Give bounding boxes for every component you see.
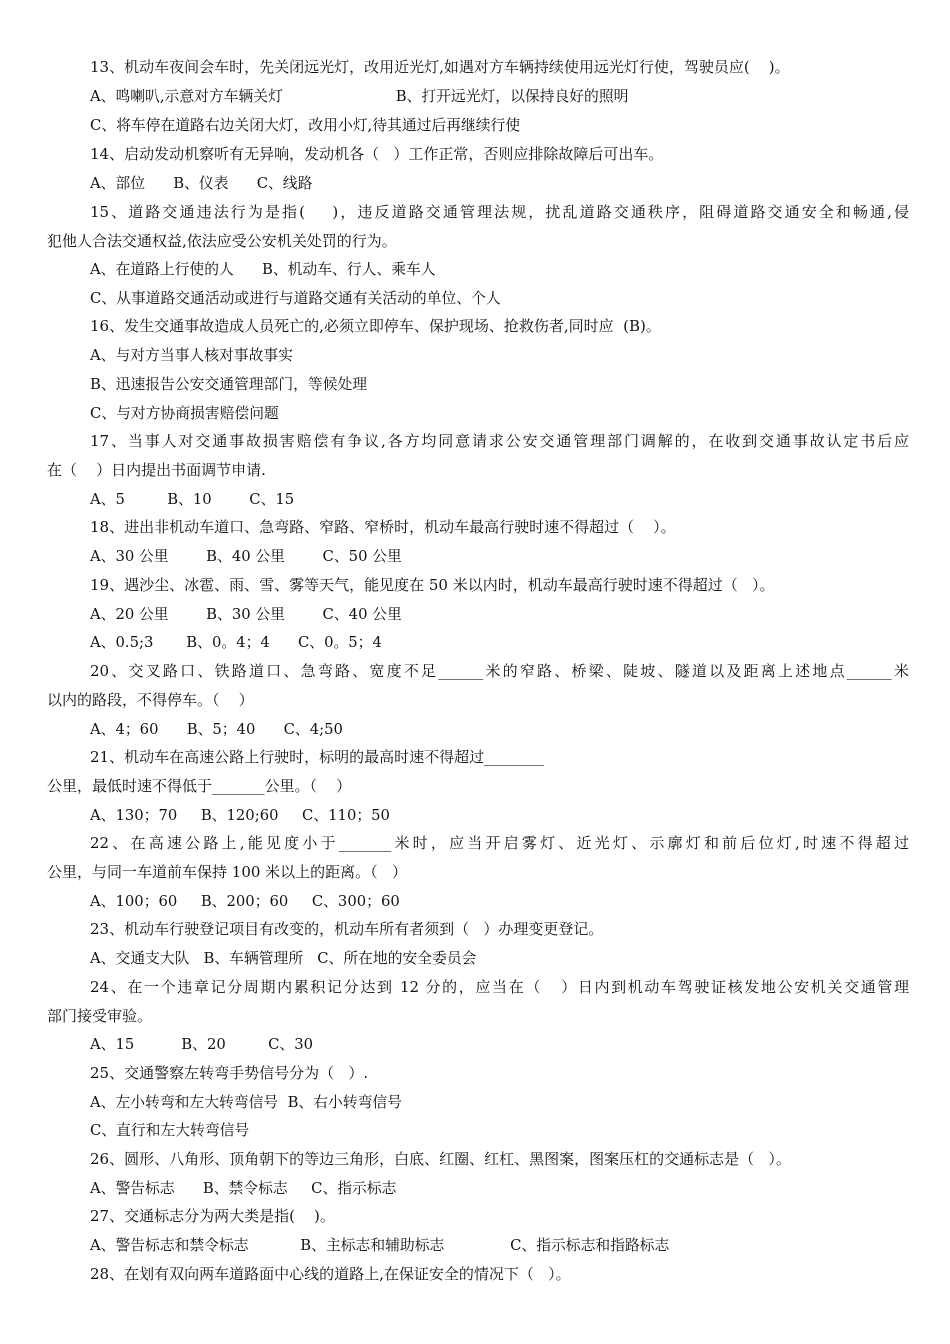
question-22-line-1: 22、在高速公路上,能见度小于_______米时，应当开启雾灯、近光灯、示廓灯和前后位灯,时速不得超过 <box>90 834 909 852</box>
question-19-options-extra: A、0.5;3 B、0。4；4 C、0。5；4 <box>90 633 382 651</box>
question-26: 26、圆形、八角形、顶角朝下的等边三角形，白底、红圈、红杠、黑图案，图案压杠的交通标志是（ ）。 <box>90 1150 791 1168</box>
question-17-line-2: 在（ ）日内提出书面调节申请. <box>47 461 266 479</box>
question-18: 18、进出非机动车道口、急弯路、窄路、窄桥时，机动车最高行驶时速不得超过（ ）。 <box>90 518 676 536</box>
question-23: 23、机动车行驶登记项目有改变的，机动车所有者须到（ ）办理变更登记。 <box>90 920 604 938</box>
question-24-line-2: 部门接受审验。 <box>47 1007 153 1025</box>
question-16-option-a: A、与对方当事人核对事故事实 <box>90 346 293 364</box>
question-16-option-c: C、与对方协商损害赔偿问题 <box>90 404 279 422</box>
question-25-option-c: C、直行和左大转弯信号 <box>90 1121 250 1139</box>
question-24-line-1: 24、在一个违章记分周期内累积记分达到 12 分的，应当在（ ）日内到机动车驾驶证核发地公安机关交通管理 <box>90 978 909 996</box>
question-14-options: A、部位 B、仪表 C、线路 <box>90 174 313 192</box>
question-21-line-2: 公里，最低时速不得低于_______公里。（ ） <box>47 777 352 795</box>
question-20-line-2: 以内的路段，不得停车。（ ） <box>47 691 254 709</box>
question-18-options: A、30 公里 B、40 公里 C、50 公里 <box>90 547 402 565</box>
question-22-line-2: 公里，与同一车道前车保持 100 米以上的距离。（ ） <box>47 863 407 881</box>
question-27-options: A、警告标志和禁令标志 B、主标志和辅助标志 C、指示标志和指路标志 <box>90 1236 670 1254</box>
question-13: 13、机动车夜间会车时，先关闭远光灯，改用近光灯,如遇对方车辆持续使用远光灯行使，驾驶员应( )。 <box>90 58 790 76</box>
question-24-options: A、15 B、20 C、30 <box>90 1035 314 1053</box>
question-17-line-1: 17、当事人对交通事故损害赔偿有争议,各方均同意请求公安交通管理部门调解的，在收到交通事故认定书后应 <box>90 432 909 450</box>
question-13-options-ab: A、鸣喇叭,示意对方车辆关灯 B、打开远光灯，以保持良好的照明 <box>90 87 629 105</box>
question-14: 14、启动发动机察听有无异响，发动机各（ ）工作正常，否则应排除故障后可出车。 <box>90 145 664 163</box>
question-23-options: A、交通支大队 B、车辆管理所 C、所在地的安全委员会 <box>90 949 477 967</box>
question-20-options: A、4；60 B、5；40 C、4;50 <box>90 720 343 738</box>
question-25: 25、交通警察左转弯手势信号分为（ ）. <box>90 1064 369 1082</box>
question-26-options: A、警告标志 B、禁令标志 C、指示标志 <box>90 1179 397 1197</box>
question-16: 16、发生交通事故造成人员死亡的,必须立即停车、保护现场、抢救伤者,同时应 (B)。 <box>90 317 661 335</box>
question-28: 28、在划有双向两车道路面中心线的道路上,在保证安全的情况下（ ）。 <box>90 1265 571 1283</box>
question-15-line-2: 犯他人合法交通权益,依法应受公安机关处罚的行为。 <box>47 232 397 250</box>
question-20-line-1: 20、交叉路口、铁路道口、急弯路、宽度不足______米的窄路、桥梁、陡坡、隧道以及距离上述地点______米 <box>90 662 909 680</box>
question-13-option-c: C、将车停在道路右边关闭大灯，改用小灯,待其通过后再继续行使 <box>90 116 521 134</box>
question-15-options-ab: A、在道路上行使的人 B、机动车、行人、乘车人 <box>90 260 436 278</box>
question-25-options-ab: A、左小转弯和左大转弯信号 B、右小转弯信号 <box>90 1093 402 1111</box>
question-27: 27、交通标志分为两大类是指( )。 <box>90 1207 335 1225</box>
question-16-option-b: B、迅速报告公安交通管理部门，等候处理 <box>90 375 368 393</box>
question-19: 19、遇沙尘、冰雹、雨、雪、雾等天气，能见度在 50 米以内时，机动车最高行驶时速不得超过（ ）。 <box>90 576 775 594</box>
question-21-line-1: 21、机动车在高速公路上行驶时，标明的最高时速不得超过________ <box>90 748 545 766</box>
question-15-option-c: C、从事道路交通活动或进行与道路交通有关活动的单位、个人 <box>90 289 501 307</box>
question-22-options: A、100；60 B、200；60 C、300；60 <box>90 892 400 910</box>
question-17-options: A、5 B、10 C、15 <box>90 490 295 508</box>
question-21-options: A、130；70 B、120;60 C、110；50 <box>90 806 390 824</box>
question-15-line-1: 15、道路交通违法行为是指( )，违反道路交通管理法规，扰乱道路交通秩序，阻碍道路交通安全和畅通,侵 <box>90 203 909 221</box>
question-19-options: A、20 公里 B、30 公里 C、40 公里 <box>90 605 402 623</box>
